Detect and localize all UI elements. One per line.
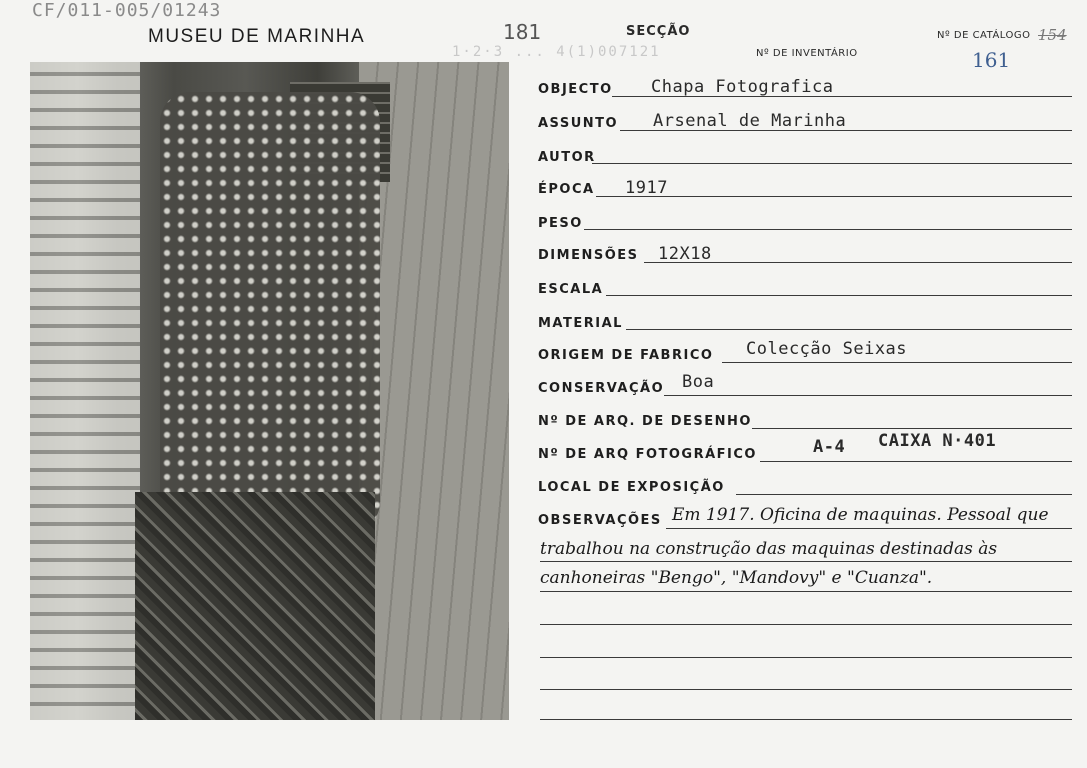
rule-escala: [606, 295, 1072, 296]
field-label-conservacao: CONSERVAÇÃO: [538, 381, 665, 396]
observacoes-line-2: trabalhou na construção das maquinas destinadas às: [540, 539, 998, 559]
field-label-peso: PESO: [538, 216, 583, 231]
photo-crowd: [160, 92, 380, 532]
field-value-objecto: Chapa Fotografica: [651, 77, 834, 97]
rule-blank-4: [540, 719, 1072, 720]
field-label-epoca: ÉPOCA: [538, 182, 595, 197]
field-label-assunto: ASSUNTO: [538, 116, 619, 131]
rule-observacoes-3: [540, 591, 1072, 592]
rule-conservacao: [664, 395, 1072, 396]
museum-name: MUSEU DE MARINHA: [148, 26, 366, 47]
field-label-observacoes: OBSERVAÇÕES: [538, 513, 662, 528]
field-value-conservacao: Boa: [682, 372, 715, 392]
rule-autor: [592, 163, 1072, 164]
handwritten-number: 181: [503, 20, 542, 44]
rule-material: [626, 329, 1072, 330]
field-label-arq-fotografico: Nº DE ARQ FOTOGRÁFICO: [538, 447, 757, 462]
observacoes-line-1: Em 1917. Oficina de maquinas. Pessoal que: [672, 505, 1049, 525]
catalogo-label: Nº DE CATÁLOGO: [937, 30, 1031, 41]
field-value-epoca: 1917: [625, 178, 668, 198]
field-label-local-exposicao: LOCAL DE EXPOSIÇÃO: [538, 480, 725, 495]
field-label-dimensoes: DIMENSÕES: [538, 248, 639, 263]
field-value-origem: Colecção Seixas: [746, 339, 908, 359]
field-label-origem: ORIGEM DE FABRICO: [538, 348, 714, 363]
rule-arq-fotografico: [760, 461, 1072, 462]
catalogo-old-number: 154: [1038, 26, 1067, 44]
photo-building-wall: [30, 62, 140, 720]
rule-blank-3: [540, 689, 1072, 690]
photo-machinery: [135, 492, 375, 720]
field-label-escala: ESCALA: [538, 282, 604, 297]
rule-peso: [584, 229, 1072, 230]
field-value-arq-fotografico-a: A-4: [813, 437, 846, 457]
field-label-autor: AUTOR: [538, 150, 596, 165]
rule-local-exposicao: [736, 494, 1072, 495]
rule-blank-2: [540, 657, 1072, 658]
rule-observacoes-1: [666, 528, 1072, 529]
rule-blank-1: [540, 624, 1072, 625]
reference-code: CF/011-005/01243: [32, 0, 222, 21]
rule-observacoes-2: [540, 561, 1072, 562]
rule-origem: [722, 362, 1072, 363]
faint-stamp: 1·2·3 ... 4(1)007121: [452, 44, 661, 60]
field-label-objecto: OBJECTO: [538, 82, 613, 97]
photograph: [30, 62, 509, 720]
inventario-label: Nº DE INVENTÁRIO: [756, 48, 858, 59]
seccao-label: SECÇÃO: [626, 24, 691, 39]
observacoes-line-3: canhoneiras "Bengo", "Mandovy" e "Cuanza".: [540, 568, 933, 588]
field-value-arq-fotografico-b: CAIXA N·401: [878, 431, 997, 451]
field-label-material: MATERIAL: [538, 316, 623, 331]
field-label-arq-desenho: Nº DE ARQ. DE DESENHO: [538, 414, 752, 429]
rule-arq-desenho: [752, 428, 1072, 429]
field-value-assunto: Arsenal de Marinha: [653, 111, 847, 131]
catalogo-number: 161: [972, 48, 1011, 72]
field-value-dimensoes: 12X18: [658, 244, 712, 264]
